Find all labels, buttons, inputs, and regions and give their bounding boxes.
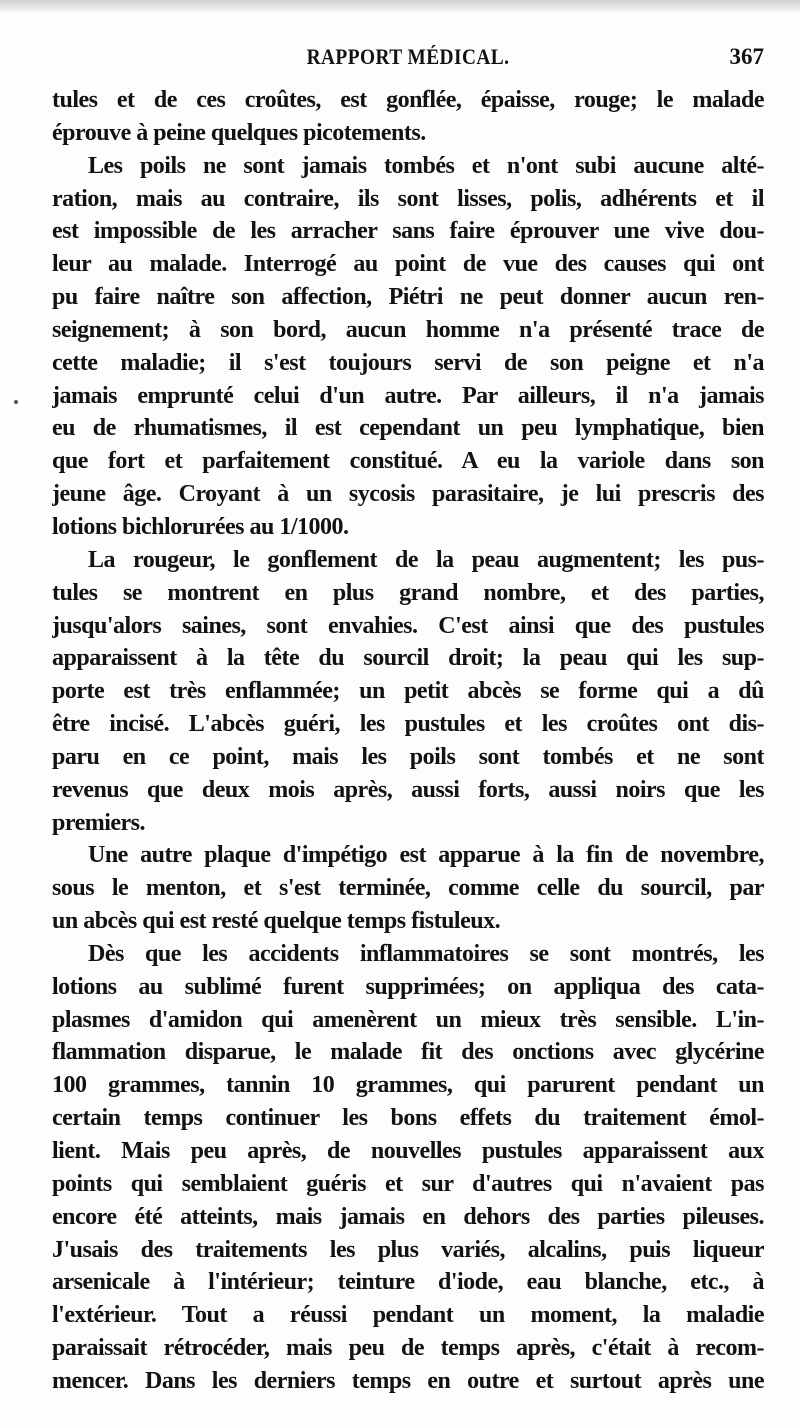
text-line: points qui semblaient guéris et sur d'autres qui n'avaient pas <box>52 1170 764 1197</box>
text-line: lotions bichlorurées au 1/1000. <box>52 513 349 540</box>
text-line: premiers. <box>52 809 146 836</box>
paragraph <box>52 150 764 544</box>
text-line: Les poils ne sont jamais tombés et n'ont subi aucune alté- <box>88 152 764 179</box>
text-line: cette maladie; il s'est toujours servi de son peigne et n'a <box>52 349 764 376</box>
running-title: RAPPORT MÉDICAL. <box>306 44 510 69</box>
text-line: leur au malade. Interrogé au point de vue des causes qui ont <box>52 251 764 278</box>
text-line: J'usais des traitements les plus variés, alcalins, puis liqueur <box>52 1236 764 1263</box>
scan-edge-shadow <box>0 0 800 14</box>
text-line: paru en ce point, mais les poils sont tombés et ne sont <box>52 743 764 770</box>
text-line: Dès que les accidents inflammatoires se sont montrés, les <box>88 940 764 967</box>
text-line: lotions au sublimé furent supprimées; on appliqua des cata- <box>52 973 764 1000</box>
paragraph <box>52 839 764 938</box>
text-line: La rougeur, le gonflement de la peau augmentent; les pus- <box>88 546 764 573</box>
text-line: sous le menton, et s'est terminée, comme celle du sourcil, par <box>52 875 764 902</box>
paragraph <box>52 544 764 840</box>
text-line: flammation disparue, le malade fit des onctions avec glycérine <box>52 1039 764 1066</box>
text-line: encore été atteints, mais jamais en dehors des parties pileuses. <box>52 1203 764 1230</box>
text-line: ration, mais au contraire, ils sont lisses, polis, adhérents et il <box>52 185 764 212</box>
text-line: 100 grammes, tannin 10 grammes, qui parurent pendant un <box>52 1072 764 1099</box>
body-text <box>52 84 764 1398</box>
text-line: arsenicale à l'intérieur; teinture d'iode, eau blanche, etc., à <box>52 1269 764 1296</box>
text-line: un abcès qui est resté quelque temps fistuleux. <box>52 908 501 935</box>
text-line: revenus que deux mois après, aussi forts, aussi noirs que les <box>52 776 764 803</box>
text-line: eu de rhumatismes, il est cependant un peu lymphatique, bien <box>52 415 764 442</box>
text-line: éprouve à peine quelques picotements. <box>52 119 426 146</box>
text-line: est impossible de les arracher sans faire éprouver une vive dou- <box>52 218 764 245</box>
page-number: 367 <box>729 44 764 69</box>
text-line: certain temps continuer les bons effets du traitement émol- <box>52 1105 764 1132</box>
paragraph <box>52 938 764 1398</box>
text-line: plasmes d'amidon qui amenèrent un mieux très sensible. L'in- <box>52 1006 764 1033</box>
text-line: lient. Mais peu après, de nouvelles pustules apparaissent aux <box>52 1138 764 1164</box>
text-line: mencer. Dans les derniers temps en outre et surtout après une <box>52 1367 764 1394</box>
text-line: jamais emprunté celui d'un autre. Par ailleurs, il n'a jamais <box>52 382 764 409</box>
text-line: être incisé. L'abcès guéri, les pustules et les croûtes ont dis- <box>52 711 764 738</box>
text-line: l'extérieur. Tout a réussi pendant un moment, la maladie <box>52 1302 764 1329</box>
page-header <box>52 44 764 74</box>
text-line: apparaissent à la tête du sourcil droit; la peau qui les sup- <box>52 645 764 672</box>
text-line: tules et de ces croûtes, est gonflée, épaisse, rouge; le malade <box>52 87 764 113</box>
text-line: que fort et parfaitement constitué. A eu la variole dans son <box>52 448 764 475</box>
text-line: jeune âge. Croyant à un sycosis parasitaire, je lui prescris des <box>52 481 764 508</box>
text-line: paraissait rétrocéder, mais peu de temps après, c'était à recom- <box>52 1335 764 1362</box>
text-line: Une autre plaque d'impétigo est apparue à la fin de novembre, <box>88 842 764 869</box>
text-line: jusqu'alors saines, sont envahies. C'est ainsi que des pustules <box>52 612 764 639</box>
margin-speck <box>14 400 18 404</box>
text-line: porte est très enflammée; un petit abcès se forme qui a dû <box>52 678 764 705</box>
paragraph <box>52 84 764 150</box>
text-line: seignement; à son bord, aucun homme n'a présenté trace de <box>52 316 764 343</box>
text-line: pu faire naître son affection, Piétri ne peut donner aucun ren- <box>52 284 764 311</box>
text-line: tules se montrent en plus grand nombre, et des parties, <box>52 579 764 606</box>
